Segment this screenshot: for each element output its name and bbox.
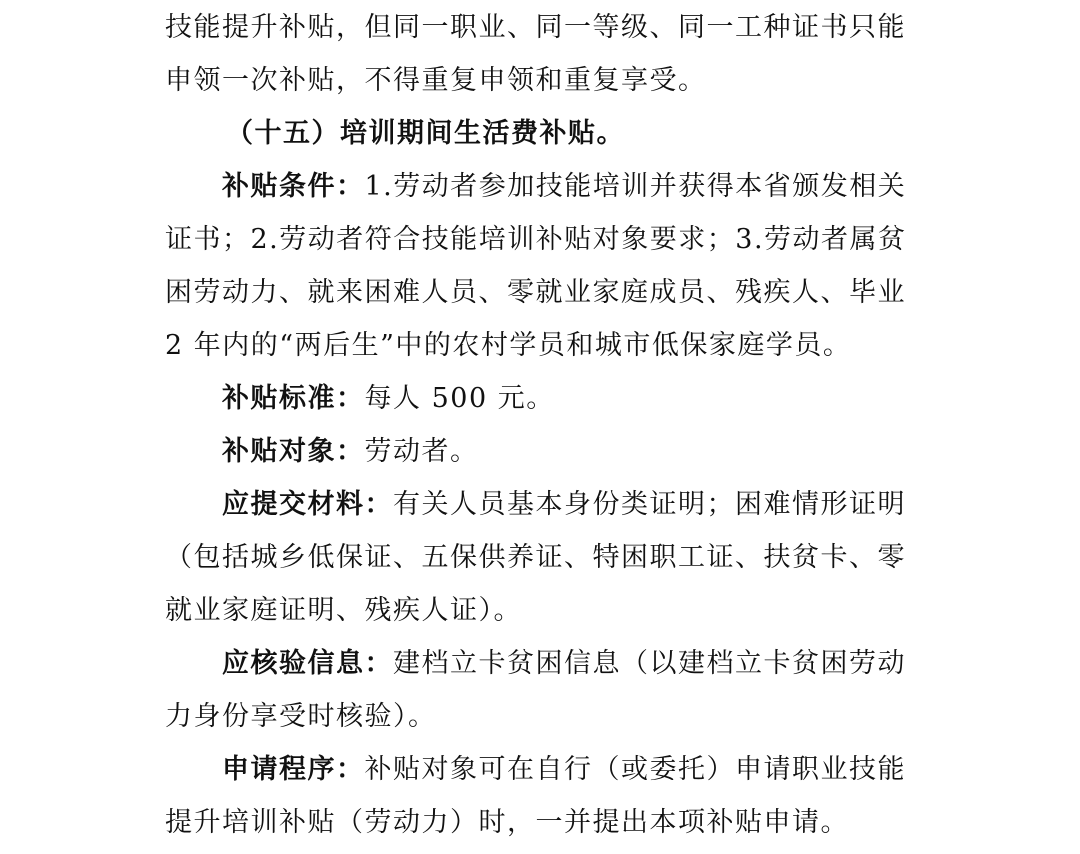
verification-text: 建档立卡贫困信息（以建档立卡贫困劳动 xyxy=(393,648,906,679)
section-heading-text: （十五）培训期间生活费补贴。 xyxy=(226,118,625,149)
target-text: 劳动者。 xyxy=(364,436,479,467)
conditions-text: 1.劳动者参加技能培训并获得本省颁发相关 xyxy=(364,171,907,202)
materials-text: 就业家庭证明、残疾人证）。 xyxy=(165,595,522,626)
conditions-text: 困劳动力、就来困难人员、零就业家庭成员、残疾人、毕业 xyxy=(165,277,906,308)
verification-line xyxy=(165,697,925,737)
verification-line xyxy=(222,644,922,684)
conditions-line xyxy=(165,326,925,366)
standard-line xyxy=(222,379,922,419)
materials-text: （包括城乡低保证、五保供养证、特困职工证、扶贫卡、零 xyxy=(165,542,906,573)
procedure-text: 提升培训补贴（劳动力）时，一并提出本项补贴申请。 xyxy=(165,807,849,838)
materials-text: 有关人员基本身份类证明；困难情形证明 xyxy=(393,489,906,520)
procedure-text: 补贴对象可在自行（或委托）申请职业技能 xyxy=(364,754,906,785)
section-heading xyxy=(226,114,986,154)
conditions-text: 证书；2.劳动者符合技能培训补贴对象要求；3.劳动者属贫 xyxy=(165,224,907,255)
procedure-line xyxy=(165,803,925,843)
materials-line xyxy=(165,591,925,631)
paragraph-line xyxy=(165,8,925,48)
paragraph-text: 申领一次补贴，不得重复申领和重复享受。 xyxy=(165,65,707,96)
materials-line xyxy=(165,538,925,578)
standard-text: 每人 500 元。 xyxy=(364,383,555,414)
standard-label: 补贴标准： xyxy=(222,383,365,414)
procedure-line xyxy=(222,750,922,790)
paragraph-text: 技能提升补贴，但同一职业、同一等级、同一工种证书只能 xyxy=(165,12,906,43)
procedure-label: 申请程序： xyxy=(222,754,365,785)
paragraph-line xyxy=(165,61,925,101)
conditions-label: 补贴条件： xyxy=(222,171,365,202)
target-line xyxy=(222,432,922,472)
verification-label: 应核验信息： xyxy=(222,648,393,679)
conditions-line xyxy=(165,220,925,260)
verification-text: 力身份享受时核验）。 xyxy=(165,701,437,732)
conditions-line xyxy=(222,167,922,207)
target-label: 补贴对象： xyxy=(222,436,365,467)
materials-line xyxy=(222,485,922,525)
materials-label: 应提交材料： xyxy=(222,489,393,520)
conditions-text: 2 年内的“两后生”中的农村学员和城市低保家庭学员。 xyxy=(165,330,852,361)
conditions-line xyxy=(165,273,925,313)
